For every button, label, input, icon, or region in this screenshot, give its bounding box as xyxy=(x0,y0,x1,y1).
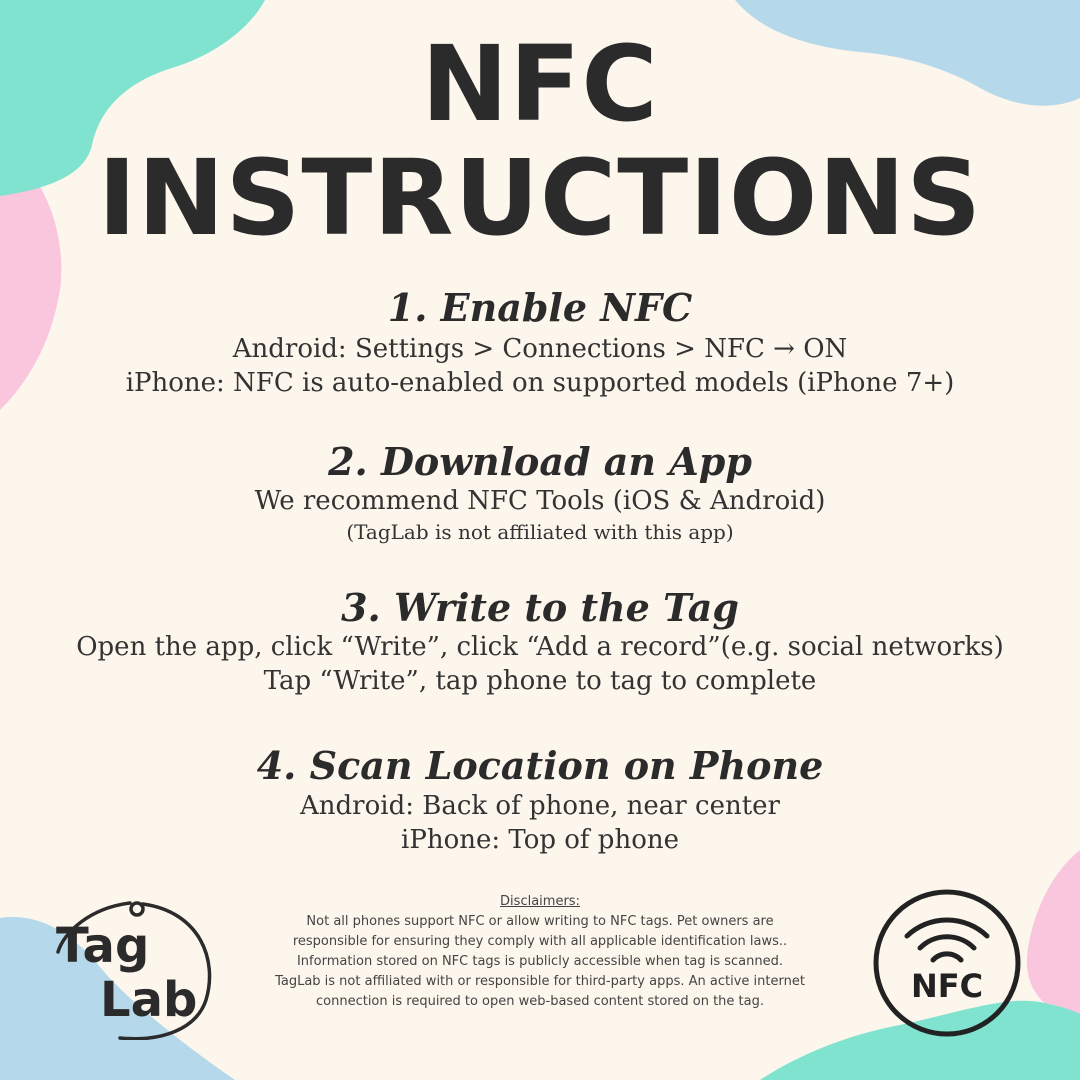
step-4-line-1: Android: Back of phone, near center xyxy=(300,791,780,821)
logo-word-tag: Tag xyxy=(56,918,150,974)
step-4-heading: 4. Scan Location on Phone xyxy=(256,743,824,788)
nfc-waves-icon xyxy=(872,888,1022,1038)
disclaimer-line-3: Information stored on NFC tags is publicly accessible when tag is scanned. xyxy=(296,954,784,969)
disclaimer-line-5: connection is required to open web-based content stored on the tag. xyxy=(316,994,764,1009)
step-2-line-1: We recommend NFC Tools (iOS & Android) xyxy=(254,486,826,516)
step-3-line-1: Open the app, click “Write”, click “Add a record”(e.g. social networks) xyxy=(76,632,1004,662)
step-1-line-1: Android: Settings > Connections > NFC → ON xyxy=(232,334,848,364)
disclaimer-line-4: TagLab is not affiliated with or responsible for third-party apps. An active internet xyxy=(275,974,805,989)
step-4-line-2: iPhone: Top of phone xyxy=(401,825,679,855)
step-1-heading: 1. Enable NFC xyxy=(387,285,693,330)
nfc-badge-label: NFC xyxy=(910,967,984,1005)
step-2-note: (TagLab is not affiliated with this app) xyxy=(346,520,734,544)
disclaimer-line-1: Not all phones support NFC or allow writing to NFC tags. Pet owners are xyxy=(306,914,774,929)
title-line-1: NFC xyxy=(421,23,659,145)
step-2-heading: 2. Download an App xyxy=(328,439,752,484)
step-3-heading: 3. Write to the Tag xyxy=(341,585,739,630)
step-1-line-2: iPhone: NFC is auto-enabled on supported models (iPhone 7+) xyxy=(125,368,955,398)
taglab-logo xyxy=(50,890,220,1040)
nfc-badge xyxy=(872,888,1022,1038)
logo-word-lab: Lab xyxy=(100,972,198,1028)
disclaimer-line-2: responsible for ensuring they comply with all applicable identification laws.. xyxy=(292,934,788,949)
disclaimers-title: Disclaimers: xyxy=(500,894,580,909)
step-3-line-2: Tap “Write”, tap phone to tag to complete xyxy=(263,666,817,696)
title-line-2: INSTRUCTIONS xyxy=(97,137,983,259)
